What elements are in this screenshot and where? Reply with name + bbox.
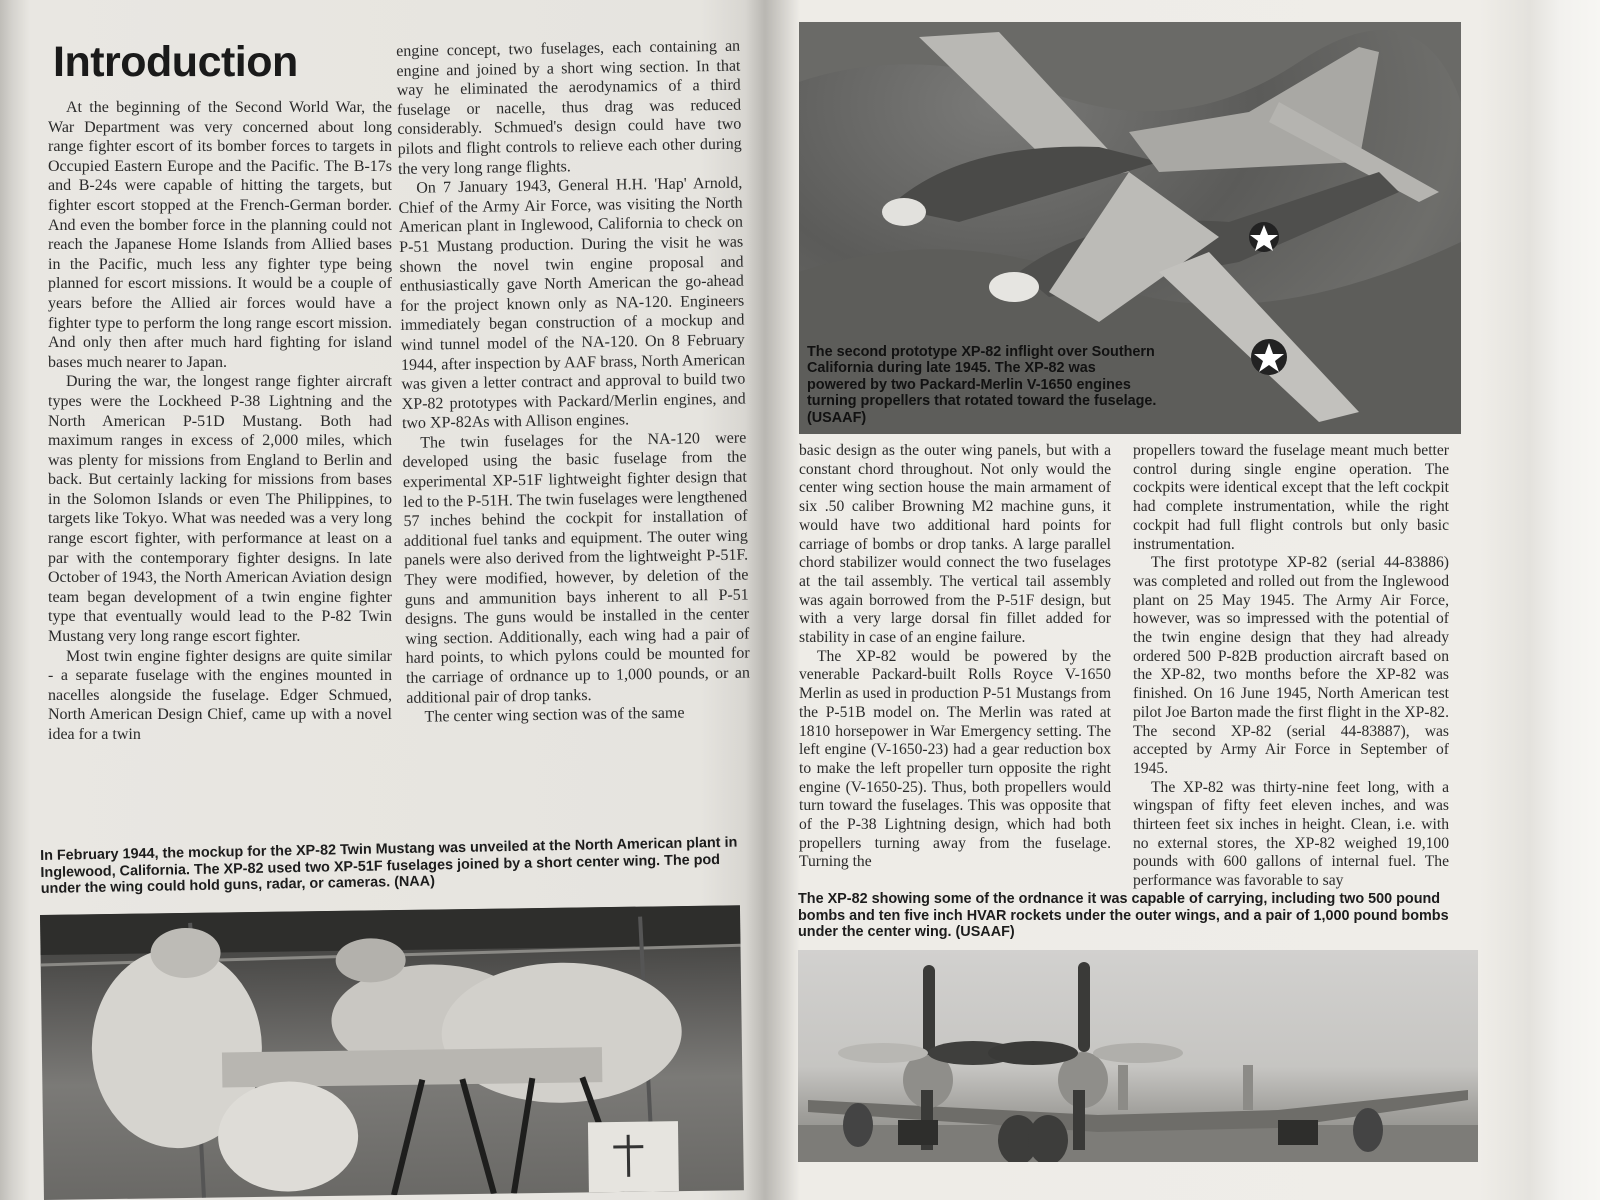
ordnance-display-photo xyxy=(798,950,1478,1162)
paragraph: The XP-82 was thirty-nine feet long, with a wingspan of fifty feet eleven inches, and was thirteen feet six inches in height. Clean, i.e. with no external stores, the XP-82 weighed 19,100 pounds with 600 gallons of internal fuel. The performance was favorable to say xyxy=(1133,778,1449,890)
ordnance-illustration xyxy=(798,950,1478,1162)
right-column-1 xyxy=(799,442,1111,872)
mockup-illustration xyxy=(40,905,744,1200)
page-title: Introduction xyxy=(53,38,298,86)
right-page xyxy=(790,0,1510,1200)
paragraph: The twin fuselages for the NA-120 were developed using the basic fuselage from the experimental XP-51F lightweight fighter design that led to the P-51H. The twin fuselages were lengthened 57 inches behind the cockpit for installation of additional fuel tanks and equipment. The outer wing panels were also derived from the lightweight P-51F. They were modified, however, by deletion of the guns and ammunition bays inherent to all P-51 designs. The guns would be installed in the center wing section. Additionally, each wing had a pair of hard points, to which pylons could be mounted for the carriage of ordnance up to 1,000 pounds, or an additional pair of drop tanks. xyxy=(402,429,751,707)
ordnance-caption: The XP-82 showing some of the ordnance it was capable of carrying, including two 500 pound bombs and ten five inch HVAR rockets under the outer wings, and a pair of 1,000 pound bombs under the center wing. (USAAF) xyxy=(798,891,1449,940)
paragraph: On 7 January 1943, General H.H. 'Hap' Arnold, Chief of the Army Air Force, was visiting the North American plant in Inglewood, California to check on P-51 Mustang production. During the visit he was shown the novel twin engine proposal and enthusiastically gave North American the go-ahead for the project known only as NA-120. Engineers immediately began construction of a mockup and wind tunnel model of the NA-120. On 8 February 1944, after inspection by AAF brass, North American was given a letter contract and approval to build two XP-82 prototypes with Packard/Merlin engines, and two XP-82As with Allison engines. xyxy=(398,174,746,433)
left-column-1 xyxy=(48,98,392,745)
left-page xyxy=(18,0,758,1200)
paragraph-continuation: propellers toward the fuselage meant much better control during single engine operation. The cockpits were identical except that the left cockpit had complete instrumentation, while the right cockpit had full flight controls but only basic instrumentation. xyxy=(1133,442,1449,553)
paragraph-continuation: engine concept, two fuselages, each containing an engine and joined by a short wing section. In that way he eliminated the aerodynamics of a third fuselage or nacelle, thus drag was reduced considerably. Schmued's design could have two pilots and flight controls to relieve each other during the very long range flights. xyxy=(396,37,742,178)
paragraph-continuation: basic design as the outer wing panels, but with a constant chord throughout. Not only would the center wing section house the main armament of six .50 caliber Browning M2 machine guns, it would have two additional hard points for carriage of bombs or drop tanks. A large parallel chord stabilizer would connect the two fuselages at the tail assembly. The vertical tail assembly was again borrowed from the P-51F design, but with a very large dorsal fin fillet added for stability in case of an engine failure. xyxy=(799,442,1111,647)
paragraph: Most twin engine fighter designs are quite similar - a separate fuselage with the engines mounted in nacelles alongside the fuselage. Edger Schmued, North American Design Chief, came up with a novel idea for a twin xyxy=(48,647,392,743)
right-column-2 xyxy=(1133,442,1449,891)
paragraph: The center wing section was of the same xyxy=(424,704,685,726)
mockup-caption: In February 1944, the mockup for the XP-82 Twin Mustang was unveiled at the North American plant in Inglewood, California. The XP-82 used two XP-51F fuselages joined by a short center wing. The pod under the wing could hold guns, radar, or cameras. (NAA) xyxy=(40,834,738,897)
paragraph: The first prototype XP-82 (serial 44-83886) was completed and rolled out from the Inglewood plant on 25 May 1945. The Army Air Force, however, was so impressed with the potential of the twin engine design that they had already ordered 500 P-82B production aircraft based on the XP-82, two months before the XP-82 was finished. On 16 June 1945, North American test pilot Joe Barton made the first flight in the XP-82. The second XP-82 (serial 44-83887), was accepted by Army Air Force in September of 1945. xyxy=(1133,554,1449,777)
left-column-2 xyxy=(396,37,751,728)
mockup-photo xyxy=(40,905,744,1200)
paragraph: The XP-82 would be powered by the venerable Packard-built Rolls Royce V-1650 Merlin as used in production P-51 Mustangs from the P-51B model on. The Merlin was rated at 1810 horsepower in War Emergency setting. The left engine (V-1650-23) had a gear reduction box to make the left propeller turn opposite the right engine (V-1650-25). Thus, both propellers would turn toward the fuselages. This was opposite that of the P-38 Lightning design, which had both propellers turning away from the fuselage. Turning the xyxy=(799,647,1111,871)
inflight-caption: The second prototype XP-82 inflight over Southern California during late 1945. The XP-82 was powered by two Packard-Merlin V-1650 engines turning propellers that rotated toward the fuselage. (USAAF) xyxy=(807,344,1157,426)
twin-mustang-inflight-photo xyxy=(799,22,1461,434)
paragraph: During the war, the longest range fighter aircraft types were the Lockheed P-38 Lightning and the North American P-51D Mustang. Both had maximum ranges in excess of 2,000 miles, which was plenty for missions from England to Berlin and back. But certainly lacking for missions from bases in the Solomon Islands or even The Philippines, to targets like Tokyo. What was needed was a very long range escort fighter, with performance at least on a par with the contemporary fighter designs. In late October of 1943, the North American Aviation design team began development of a twin engine fighter type that eventually would lead to the P-82 Twin Mustang very long range escort fighter. xyxy=(48,373,392,646)
paragraph: At the beginning of the Second World War, the War Department was very concerned about long range fighter escort of its bomber forces to targets in Occupied Eastern Europe and the Pacific. The B-17s and B-24s were capable of hitting the targets, but fighter escort stopped at the French-German border. And even the bomber force in the planning could not reach the Japanese Home Islands from Allied bases in the Pacific, much less any fighter type being planned for escort missions. It would be a couple of years before the Allied air forces would have a fighter type to perform the long range escort mission. And only then after much hard fighting for island bases much nearer to Japan. xyxy=(48,99,392,371)
